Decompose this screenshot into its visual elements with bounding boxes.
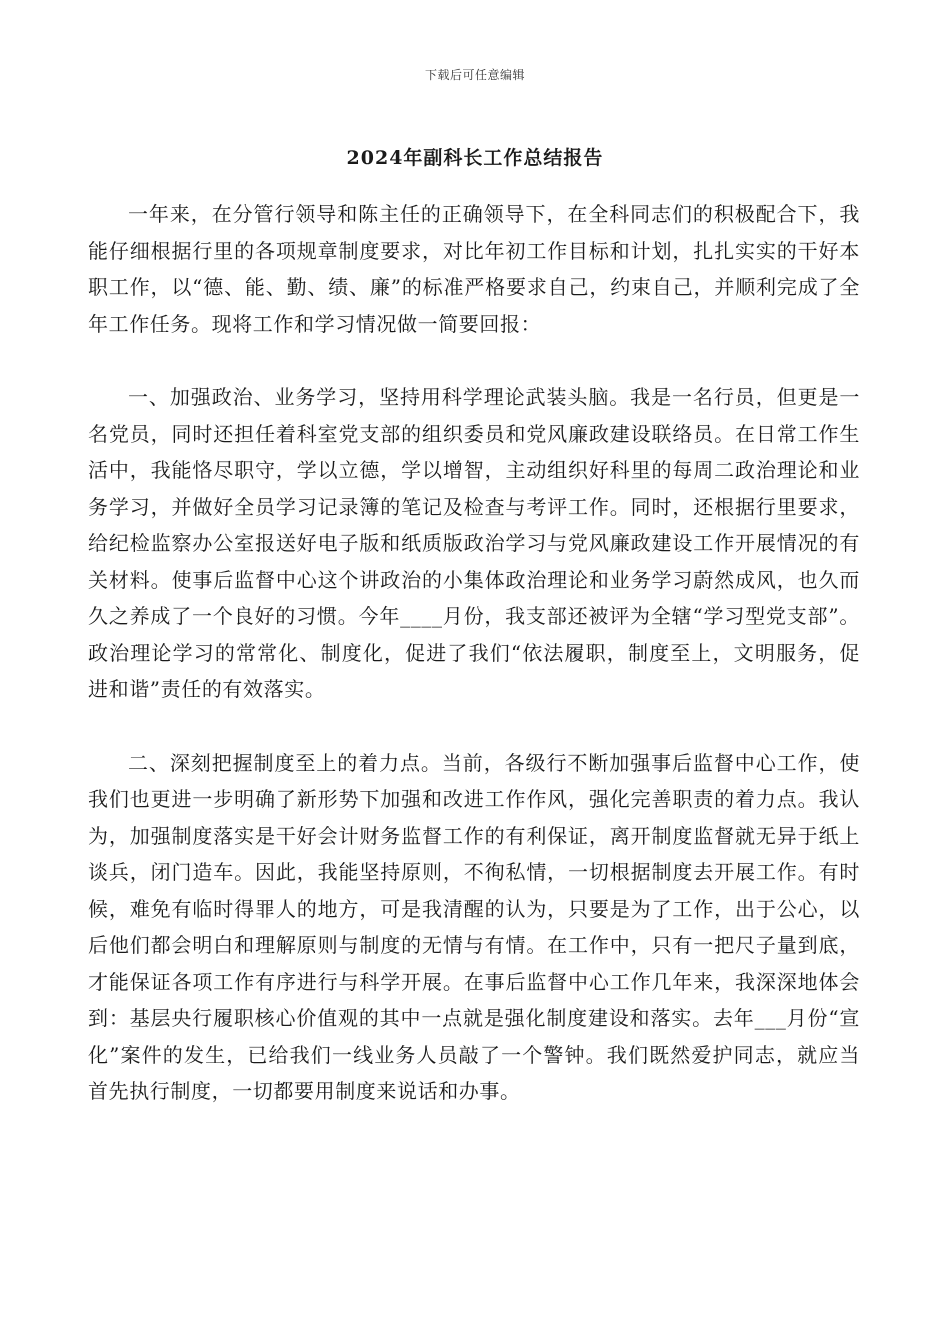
document-title: 2024年副科长工作总结报告 xyxy=(346,147,604,169)
paragraph-section-one: 一、加强政治、业务学习，坚持用科学理论武装头脑。我是一名行员，但更是一名党员，同时还担任着科室党支部的组织委员和党风廉政建设联络员。在日常工作生活中，我能恪尽职守，学以立德，学以增智，主动组织好科里的每周二政治理论和业务学习，并做好全员学习记录簿的笔记及检查与考评工作。同时，还根据行里要求，给纪检监察办公室报送好电子版和纸质版政治学习与党风廉政建设工作开展情况的有关材料。使事后监督中心这个讲政治的小集体政治理论和业务学习蔚然成风，也久而久之养成了一个良好的习惯。今年____月份，我支部还被评为全辖“学习型党支部”。政治理论学习的常常化、制度化，促进了我们“依法履职，制度至上，文明服务，促进和谐”责任的有效落实。 xyxy=(88,385,860,701)
document-body xyxy=(88,196,860,1110)
header-note: 下载后可任意编辑 xyxy=(424,68,525,82)
paragraph-intro: 一年来，在分管行领导和陈主任的正确领导下，在全科同志们的积极配合下，我能仔细根据行里的各项规章制度要求，对比年初工作目标和计划，扎扎实实的干好本职工作，以“德、能、勤、绩、廉”的标准严格要求自己，约束自己，并顺利完成了全年工作任务。现将工作和学习情况做一简要回报： xyxy=(88,202,860,336)
paragraph-section-two: 二、深刻把握制度至上的着力点。当前，各级行不断加强事后监督中心工作，使我们也更进一步明确了新形势下加强和改进工作作风，强化完善职责的着力点。我认为，加强制度落实是干好会计财务监督工作的有利保证，离开制度监督就无异于纸上谈兵，闭门造车。因此，我能坚持原则，不徇私情，一切根据制度去开展工作。有时候，难免有临时得罪人的地方，可是我清醒的认为，只要是为了工作，出于公心，以后他们都会明白和理解原则与制度的无情与有情。在工作中，只有一把尺子量到底，才能保证各项工作有序进行与科学开展。在事后监督中心工作几年来，我深深地体会到：基层央行履职核心价值观的其中一点就是强化制度建设和落实。去年___月份“宣化”案件的发生，已给我们一线业务人员敲了一个警钟。我们既然爱护同志，就应当首先执行制度，一切都要用制度来说话和办事。 xyxy=(88,750,860,1103)
